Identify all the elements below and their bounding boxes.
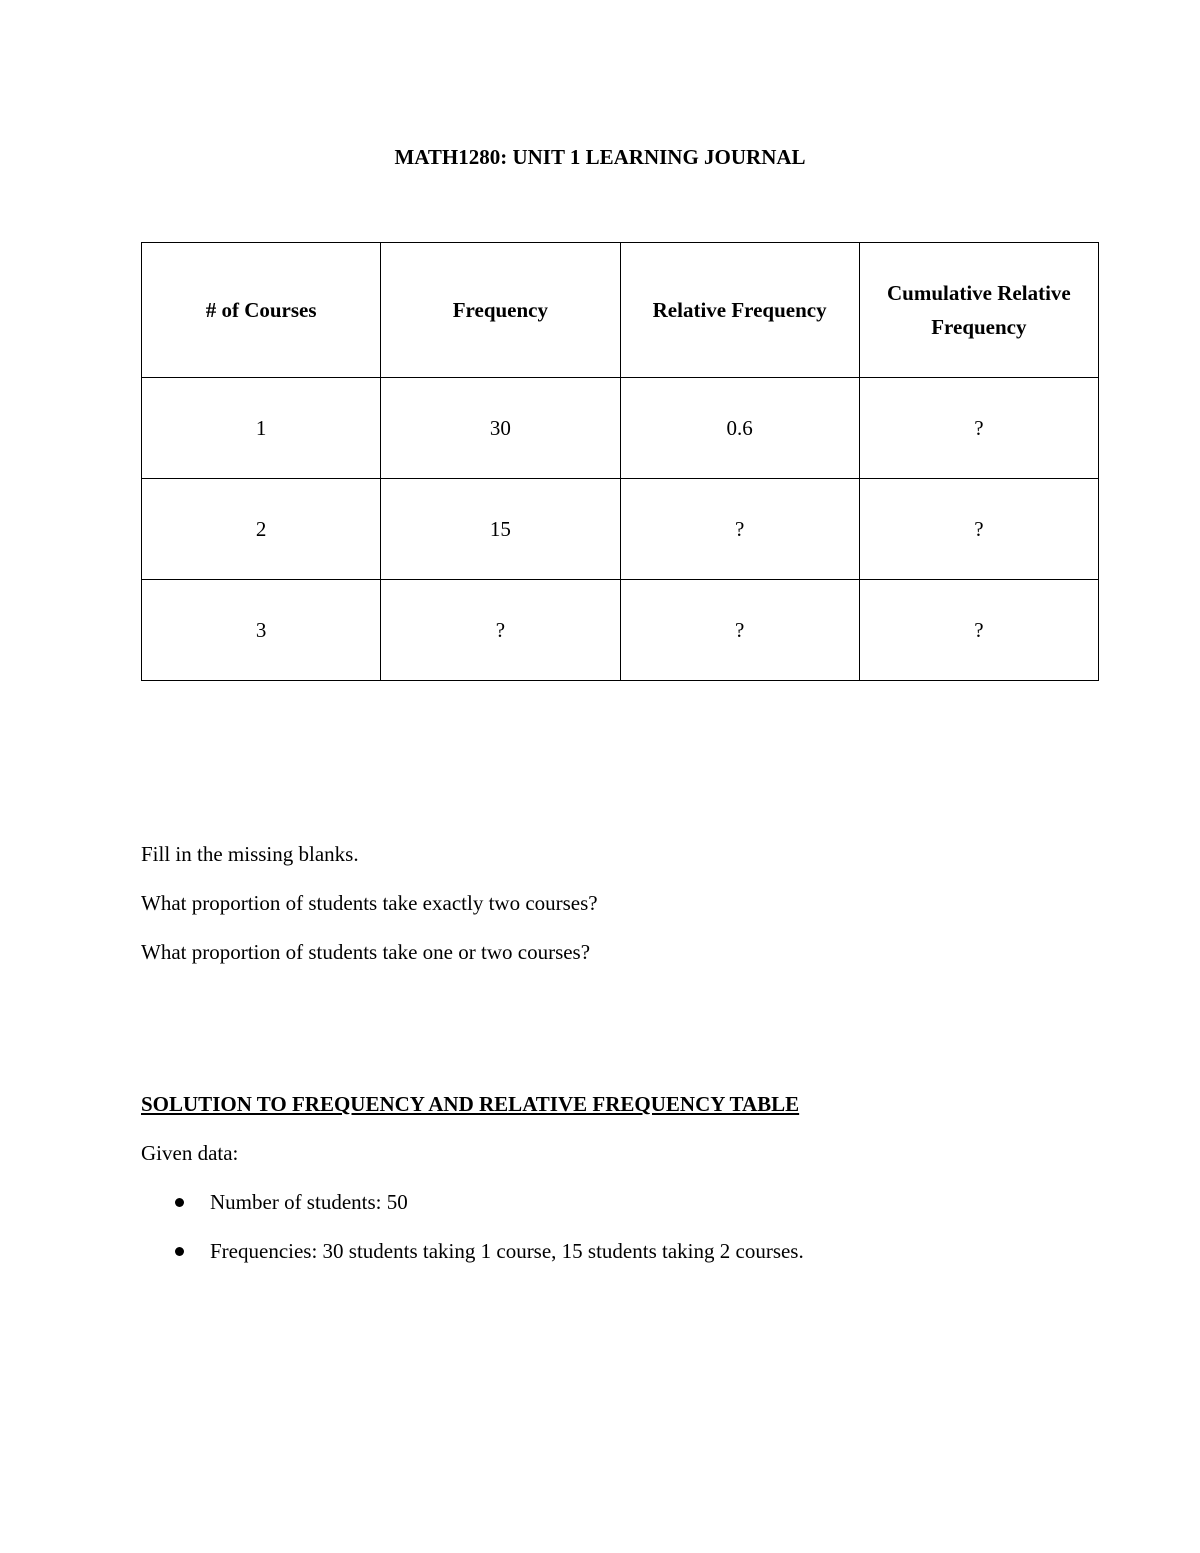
- table-cell: ?: [859, 580, 1098, 681]
- list-item-text: Frequencies: 30 students taking 1 course, 15 students taking 2 courses.: [210, 1239, 804, 1263]
- list-item: [172, 1237, 804, 1265]
- document-title: MATH1280: UNIT 1 LEARNING JOURNAL: [394, 145, 806, 169]
- table-cell: 3: [142, 580, 381, 681]
- table-header-row: [142, 243, 1099, 378]
- table-cell: 2: [142, 479, 381, 580]
- bullet-icon: [175, 1198, 184, 1207]
- list-item-text: Number of students: 50: [210, 1190, 408, 1214]
- table-row: [142, 580, 1099, 681]
- question-exactly-two: What proportion of students take exactly two courses?: [141, 891, 598, 915]
- table-cell: ?: [859, 479, 1098, 580]
- table-cell: ?: [620, 580, 859, 681]
- given-data-label: Given data:: [141, 1141, 239, 1165]
- list-item: [172, 1188, 804, 1216]
- column-header-cumulative-relative-frequency: Cumulative Relative Frequency: [859, 243, 1098, 378]
- column-header-relative-frequency: Relative Frequency: [620, 243, 859, 378]
- table-cell: 1: [142, 378, 381, 479]
- solution-heading: SOLUTION TO FREQUENCY AND RELATIVE FREQUENCY TABLE: [141, 1092, 800, 1116]
- column-header-courses: # of Courses: [142, 243, 381, 378]
- frequency-table: [141, 242, 1099, 681]
- table-cell: 30: [381, 378, 620, 479]
- table-cell: 0.6: [620, 378, 859, 479]
- table-cell: ?: [381, 580, 620, 681]
- question-one-or-two: What proportion of students take one or two courses?: [141, 940, 591, 964]
- question-fill-blanks: Fill in the missing blanks.: [141, 842, 359, 866]
- table-row: [142, 378, 1099, 479]
- table-cell: ?: [620, 479, 859, 580]
- table-cell: 15: [381, 479, 620, 580]
- given-data-list: [172, 1188, 804, 1286]
- column-header-frequency: Frequency: [381, 243, 620, 378]
- bullet-icon: [175, 1247, 184, 1256]
- table-cell: ?: [859, 378, 1098, 479]
- table-row: [142, 479, 1099, 580]
